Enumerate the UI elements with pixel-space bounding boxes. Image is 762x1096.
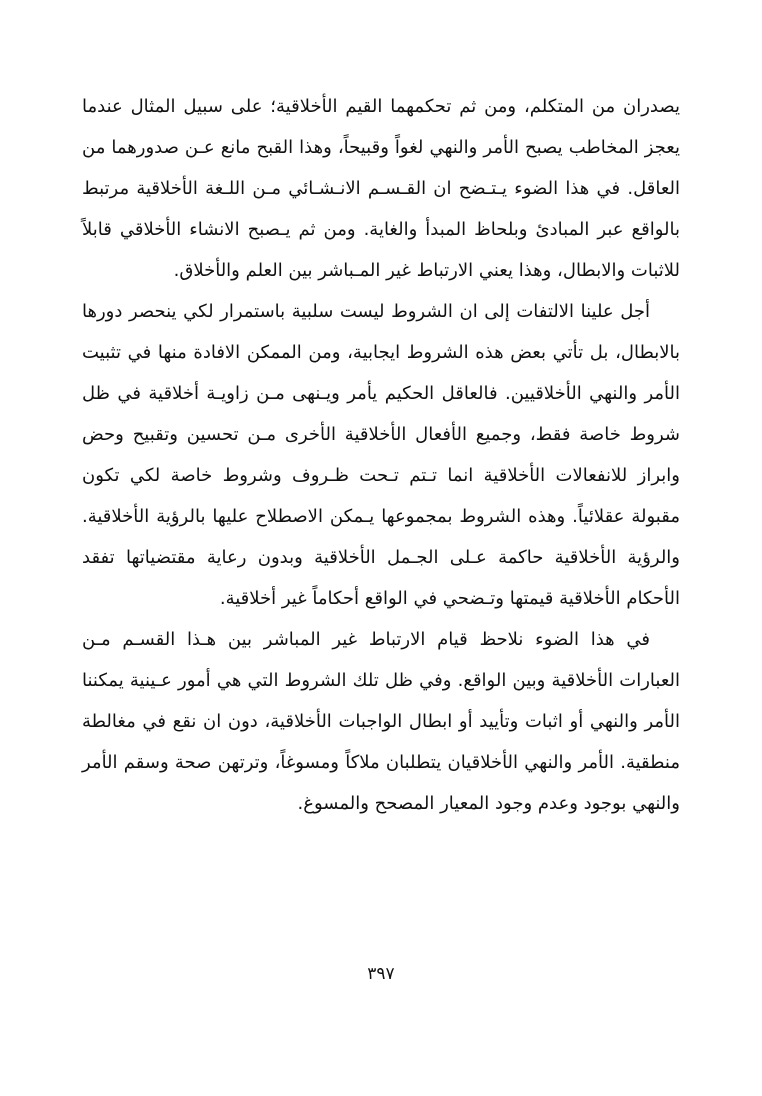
body-text [82,86,680,824]
paragraph: في هذا الضوء نلاحظ قيام الارتباط غير المباشر بين هـذا القسـم مـن العبارات الأخلاقية وبين الواقع. وفي ظل تلك الشروط التي هي أمور عـينية يمكننا الأمر والنهي أو اثبات وتأييد أو ابطال الواجبات الأخلاقية، دون ان نقع في مغالطة منطقية. الأمر والنهي الأخلاقيان يتطلبان ملاكاً ومسوغاً، وترتهن صحة وسقم الأمر والنهي بوجود وعدم وجود المعيار المصحح والمسوغ. [82,629,680,814]
page-number: ٣٩٧ [367,964,395,984]
paragraph: أجل علينا الالتفات إلى ان الشروط ليست سلبية باستمرار لكي ينحصر دورها بالابطال، بل تأتي بعض هذه الشروط ايجابية، ومن الممكن الافادة منها في تثبيت الأمر والنهي الأخلاقيين. فالعاقل الحكيم يأمر ويـنهى مـن زاويـة أخلاقية في ظل شروط خاصة فقط، وجميع الأفعال الأخلاقية الأخرى مـن تحسين وتقبيح وحض وابراز للانفعالات الأخلاقية انما تـتم تـحت ظـروف وشروط خاصة لكي تكون مقبولة عقلائياً. وهذه الشروط بمجموعها يـمكن الاصطلاح عليها بالرؤية الأخلاقية. والرؤية الأخلاقية حاكمة عـلى الجـمل الأخلاقية وبدون رعاية مقتضياتها تفقد الأحكام الأخلاقية قيمتها وتـضحي في الواقع أحكاماً غير أخلاقية. [82,301,680,609]
paragraph-continuation: يصدران من المتكلم، ومن ثم تحكمهما القيم الأخلاقية؛ على سبيل المثال عندما يعجز المخاطب يصبح الأمر والنهي لغواً وقبيحاً، وهذا القبح مانع عـن صدورهما من العاقل. في هذا الضوء يـتـضح ان القـسـم الانـشـائي مـن اللـغة الأخلاقية مرتبط بالواقع عبر المبادئ وبلحاظ المبدأ والغاية. ومن ثم يـصبح الانشاء الأخلاقي قابلاً للاثبات والابطال، وهذا يعني الارتباط غير المـباشر بين العلم والأخلاق. [82,96,680,281]
